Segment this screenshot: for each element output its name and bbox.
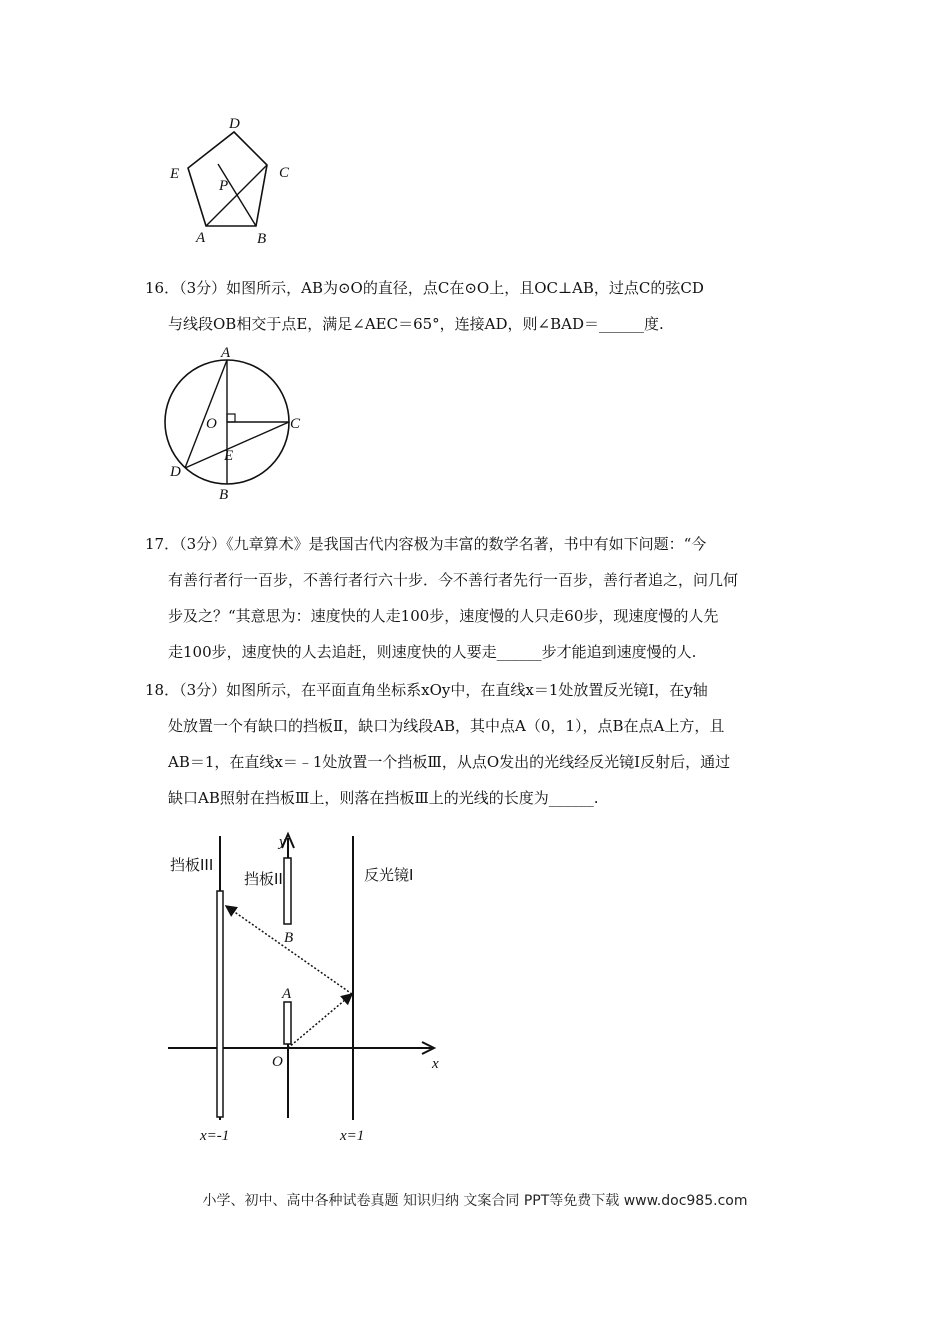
label-a: A bbox=[282, 986, 292, 1002]
question-16-line-2: 与线段OB相交于点E，满足∠AEC＝65°，连接AD，则∠BAD＝______度. bbox=[168, 315, 664, 333]
pentagon-figure bbox=[160, 110, 310, 250]
label-e: E bbox=[170, 166, 180, 182]
label-x-neg1: x=-1 bbox=[200, 1128, 230, 1144]
label-o: O bbox=[272, 1054, 283, 1070]
question-17-line-3: 步及之？“其意思为：速度快的人走100步，速度慢的人只走60步，现速度慢的人先 bbox=[168, 607, 719, 625]
label-p: P bbox=[219, 178, 229, 194]
label-c: C bbox=[290, 416, 301, 432]
question-18-line-1: 18．（3分）如图所示，在平面直角坐标系xOy中，在直线x＝1处放置反光镜Ⅰ，在y轴 bbox=[145, 681, 708, 699]
page-footer: 小学、初中、高中各种试卷真题 知识归纳 文案合同 PPT等免费下载 www.doc985.com bbox=[202, 1193, 748, 1209]
label-e: E bbox=[224, 448, 234, 464]
label-baffle-2: 挡板II bbox=[244, 870, 283, 888]
question-17-line-4: 走100步，速度快的人去追赶，则速度快的人要走______步才能追到速度慢的人. bbox=[168, 643, 697, 661]
label-b: B bbox=[257, 231, 267, 247]
label-mirror-1: 反光镜I bbox=[364, 866, 414, 884]
question-17-line-1: 17．（3分）《九章算术》是我国古代内容极为丰富的数学名著，书中有如下问题：“今 bbox=[145, 535, 707, 553]
label-d: D bbox=[170, 464, 181, 480]
label-b: B bbox=[284, 930, 294, 946]
label-b: B bbox=[219, 487, 229, 503]
question-18-line-4: 缺口AB照射在挡板Ⅲ上，则落在挡板Ⅲ上的光线的长度为______. bbox=[168, 789, 599, 807]
question-16-line-1: 16．（3分）如图所示，AB为⊙O的直径，点C在⊙O上，且OC⊥AB，过点C的弦CD bbox=[145, 279, 704, 297]
question-16 bbox=[145, 270, 808, 342]
label-c: C bbox=[279, 165, 290, 181]
light-ray-incident bbox=[288, 994, 352, 1048]
baffle-2-upper-plate bbox=[284, 858, 291, 924]
label-a: A bbox=[196, 230, 206, 246]
label-baffle-3: 挡板III bbox=[170, 856, 214, 874]
mirror-figure bbox=[160, 826, 460, 1146]
baffle-3-plate bbox=[217, 891, 223, 1117]
circle-figure bbox=[160, 342, 320, 507]
segment-eb bbox=[218, 164, 256, 226]
label-y: y bbox=[279, 834, 286, 850]
label-a: A bbox=[221, 345, 231, 361]
question-17 bbox=[145, 526, 808, 670]
label-x-pos1: x=1 bbox=[340, 1128, 365, 1144]
baffle-2-lower-plate bbox=[284, 1002, 291, 1044]
label-d: D bbox=[229, 116, 240, 132]
question-18 bbox=[145, 672, 808, 816]
question-18-line-2: 处放置一个有缺口的挡板Ⅱ，缺口为线段AB，其中点A（0，1），点B在点A上方，且 bbox=[168, 717, 725, 735]
right-angle-mark bbox=[227, 414, 235, 422]
label-x: x bbox=[432, 1056, 439, 1072]
question-17-line-2: 有善行者行一百步，不善行者行六十步．今不善行者先行一百步，善行者追之，问几何 bbox=[168, 571, 739, 589]
question-18-line-3: AB＝1，在直线x＝﹣1处放置一个挡板Ⅲ，从点O发出的光线经反光镜Ⅰ反射后，通过 bbox=[168, 753, 731, 771]
label-o: O bbox=[206, 416, 217, 432]
